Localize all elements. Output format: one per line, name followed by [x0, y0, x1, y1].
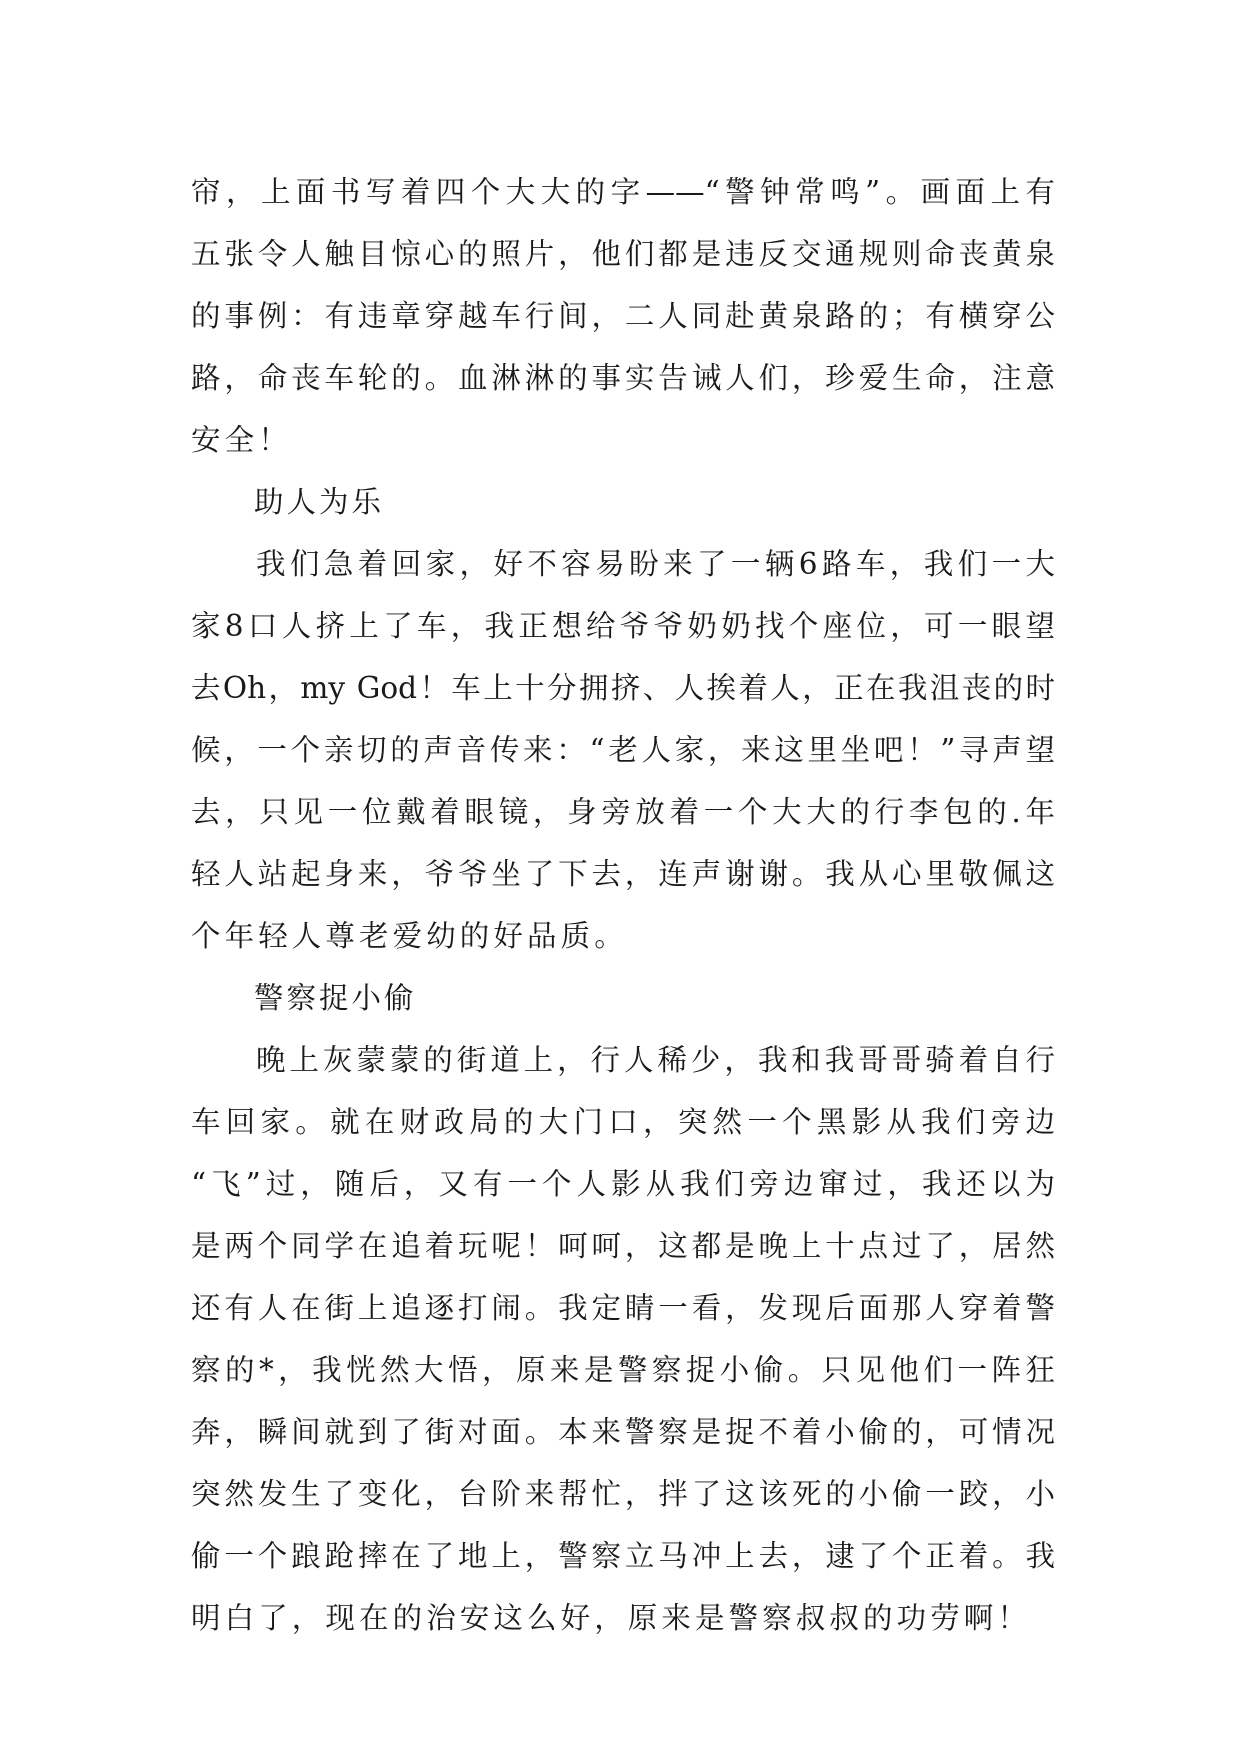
text-line: 我们急着回家，好不容易盼来了一辆6路车，我们一大: [256, 547, 1055, 581]
text-line: 去，只见一位戴着眼镜，身旁放着一个大大的行李包的.年: [191, 795, 1055, 829]
text-line: 帘，上面书写着四个大大的字——“警钟常鸣”。画面上有: [191, 175, 1055, 209]
text-line: 察的*，我恍然大悟，原来是警察捉小偷。只见他们一阵狂: [191, 1353, 1055, 1387]
text-line: 路，命丧车轮的。血淋淋的事实告诫人们，珍爱生命，注意: [191, 361, 1055, 395]
text-line: “飞”过，随后，又有一个人影从我们旁边窜过，我还以为: [191, 1167, 1055, 1201]
text-line: 安全！: [191, 423, 292, 457]
section-heading: 警察捉小偷: [254, 981, 417, 1015]
text-line: 轻人站起身来，爷爷坐了下去，连声谢谢。我从心里敬佩这: [191, 857, 1055, 891]
text-line: 家8口人挤上了车，我正想给爷爷奶奶找个座位，可一眼望: [191, 609, 1055, 643]
text-line: 五张令人触目惊心的照片，他们都是违反交通规则命丧黄泉: [191, 237, 1055, 271]
text-line: 明白了，现在的治安这么好，原来是警察叔叔的功劳啊！: [191, 1601, 1032, 1635]
text-line: 晚上灰蒙蒙的街道上，行人稀少，我和我哥哥骑着自行: [256, 1043, 1055, 1077]
text-line: 突然发生了变化，台阶来帮忙，拌了这该死的小偷一跤，小: [191, 1477, 1055, 1511]
text-line: 奔，瞬间就到了街对面。本来警察是捉不着小偷的，可情况: [191, 1415, 1055, 1449]
text-line: 车回家。就在财政局的大门口，突然一个黑影从我们旁边: [191, 1105, 1055, 1139]
text-line: 是两个同学在追着玩呢！呵呵，这都是晚上十点过了，居然: [191, 1229, 1055, 1263]
text-line: 个年轻人尊老爱幼的好品质。: [191, 919, 628, 953]
document-text-body: [191, 161, 1055, 1649]
section-heading: 助人为乐: [254, 485, 385, 519]
text-line: 还有人在街上追逐打闹。我定睛一看，发现后面那人穿着警: [191, 1291, 1055, 1325]
text-line: 去Oh，my God！车上十分拥挤、人挨着人，正在我沮丧的时: [191, 671, 1055, 705]
text-line: 偷一个踉跄摔在了地上，警察立马冲上去，逮了个正着。我: [191, 1539, 1055, 1573]
text-line: 的事例：有违章穿越车行间，二人同赴黄泉路的；有横穿公: [191, 299, 1055, 333]
text-line: 候，一个亲切的声音传来：“老人家，来这里坐吧！”寻声望: [191, 733, 1055, 767]
